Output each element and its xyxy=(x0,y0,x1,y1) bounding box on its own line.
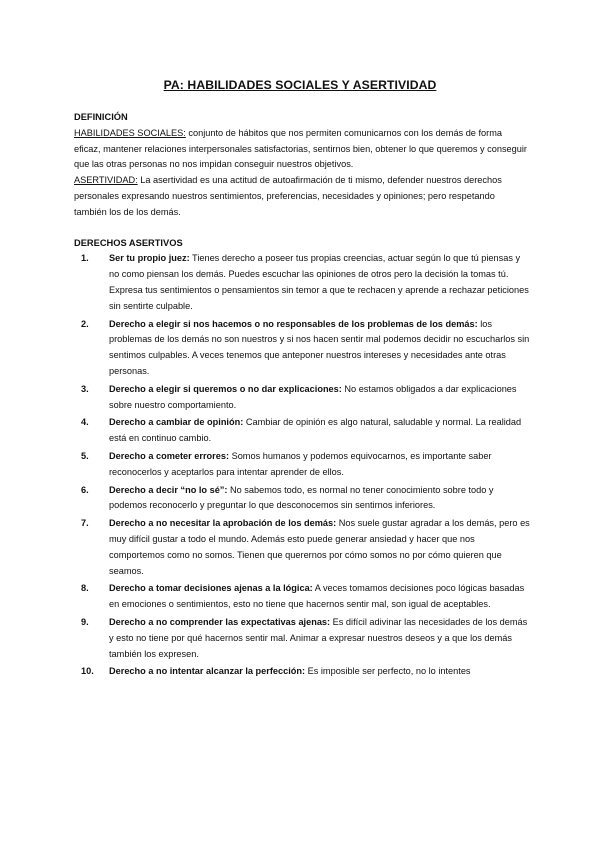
item-title: Derecho a no intentar alcanzar la perfección: xyxy=(109,666,306,677)
document-body xyxy=(74,110,530,682)
item-text: Nos suele gustar agradar a los demás, pero es muy difícil gustar a todo el mundo. Además esto puede generar ansiedad y hacer que nos comportemos como no somos. Tienen que querernos por cómo somos no por cómo quieren que seamos. xyxy=(109,518,530,576)
list-item xyxy=(74,615,530,662)
item-text: Es imposible ser perfecto, no lo intentes xyxy=(305,666,471,677)
item-number: 6. xyxy=(81,484,89,495)
item-number: 7. xyxy=(81,518,89,529)
term-label: HABILIDADES SOCIALES: xyxy=(74,127,186,138)
item-text: No estamos obligados a dar explicaciones sobre nuestro comportamiento. xyxy=(109,383,517,410)
term-label: ASERTIVIDAD: xyxy=(74,175,138,186)
item-text: Cambiar de opinión es algo natural, saludable y normal. La realidad está en continuo cambio. xyxy=(109,417,522,444)
item-number: 4. xyxy=(81,417,89,428)
definition-asertividad xyxy=(74,173,530,220)
term-definition: conjunto de hábitos que nos permiten comunicarnos con los demás de forma eficaz, mantener relaciones interpersonales satisfactorias, sentirnos bien, obtener lo que queremos y conseguir que las otras personas no nos impidan conseguir nuestros objetivos. xyxy=(74,127,527,170)
rights-heading: DERECHOS ASERTIVOS xyxy=(74,237,183,248)
item-text: los problemas de los demás no son nuestros y si nos hacen sentir mal podemos decidir no escucharlos sin sentimos culpables. A veces tenemos que anteponer nuestros intereses y necesidades ante otras personas. xyxy=(109,318,530,376)
item-number: 3. xyxy=(81,383,89,394)
definition-habilidades-sociales xyxy=(74,126,530,173)
term-definition: La asertividad es una actitud de autoafirmación de ti mismo, defender nuestros derechos personales expresando nuestros sentimientos, preferencias, necesidades y opiniones; pero respetando también los de los demás. xyxy=(74,175,502,217)
item-number: 1. xyxy=(81,253,89,264)
rights-list xyxy=(74,251,530,680)
item-title: Derecho a tomar decisiones ajenas a la lógica: xyxy=(109,583,313,594)
item-number: 2. xyxy=(81,318,89,329)
item-title: Derecho a elegir si nos hacemos o no responsables de los problemas de los demás: xyxy=(109,318,478,329)
list-item xyxy=(74,415,530,447)
item-title: Ser tu propio juez: xyxy=(109,253,190,264)
item-number: 5. xyxy=(81,450,89,461)
item-title: Derecho a cambiar de opinión: xyxy=(109,417,244,428)
item-text: Es difícil adivinar las necesidades de los demás y esto no tiene por qué hacernos sentir mal. Animar a expresar nuestros deseos y a que los demás también los expresen. xyxy=(109,616,528,659)
list-item xyxy=(74,581,530,613)
definition-heading: DEFINICIÓN xyxy=(74,112,128,122)
item-text: No sabemos todo, es normal no tener conocimiento sobre todo y podemos reconocerlo y preguntar lo que desconocemos sin sentirnos inferiores. xyxy=(109,484,494,511)
item-title: Derecho a decir “no lo sé”: xyxy=(109,484,228,495)
item-text: Tienes derecho a poseer tus propias creencias, actuar según lo que tú piensas y no como piensan los demás. Puedes escuchar las opiniones de otros pero la decisión la tomas tú. Expresa tus sentimientos o pensamientos sin temor a que te rechacen y aprende a rechazar peticiones sin sentirte culpable. xyxy=(109,253,529,311)
item-number: 9. xyxy=(81,616,89,627)
list-item xyxy=(74,251,530,314)
list-item xyxy=(74,516,530,579)
page-title: PA: HABILIDADES SOCIALES Y ASERTIVIDAD xyxy=(163,78,437,92)
list-item xyxy=(74,449,530,481)
item-title: Derecho a elegir si queremos o no dar explicaciones: xyxy=(109,383,342,394)
item-title: Derecho a cometer errores: xyxy=(109,450,230,461)
list-item xyxy=(74,483,530,515)
item-number: 10. xyxy=(81,666,94,677)
item-text: Somos humanos y podemos equivocarnos, es importante saber reconocerlos y aceptarlos para intentar aprender de ellos. xyxy=(109,450,492,477)
item-title: Derecho a no comprender las expectativas ajenas: xyxy=(109,616,331,627)
list-item xyxy=(74,317,530,380)
item-title: Derecho a no necesitar la aprobación de los demás: xyxy=(109,518,337,529)
section-gap xyxy=(74,221,530,236)
list-item xyxy=(74,382,530,414)
list-item xyxy=(74,664,530,680)
item-number: 8. xyxy=(81,583,89,594)
item-text: A veces tomamos decisiones poco lógicas basadas en emociones o sentimientos, esto no tiene que hacernos sentir mal, son igual de aceptables. xyxy=(109,583,525,610)
